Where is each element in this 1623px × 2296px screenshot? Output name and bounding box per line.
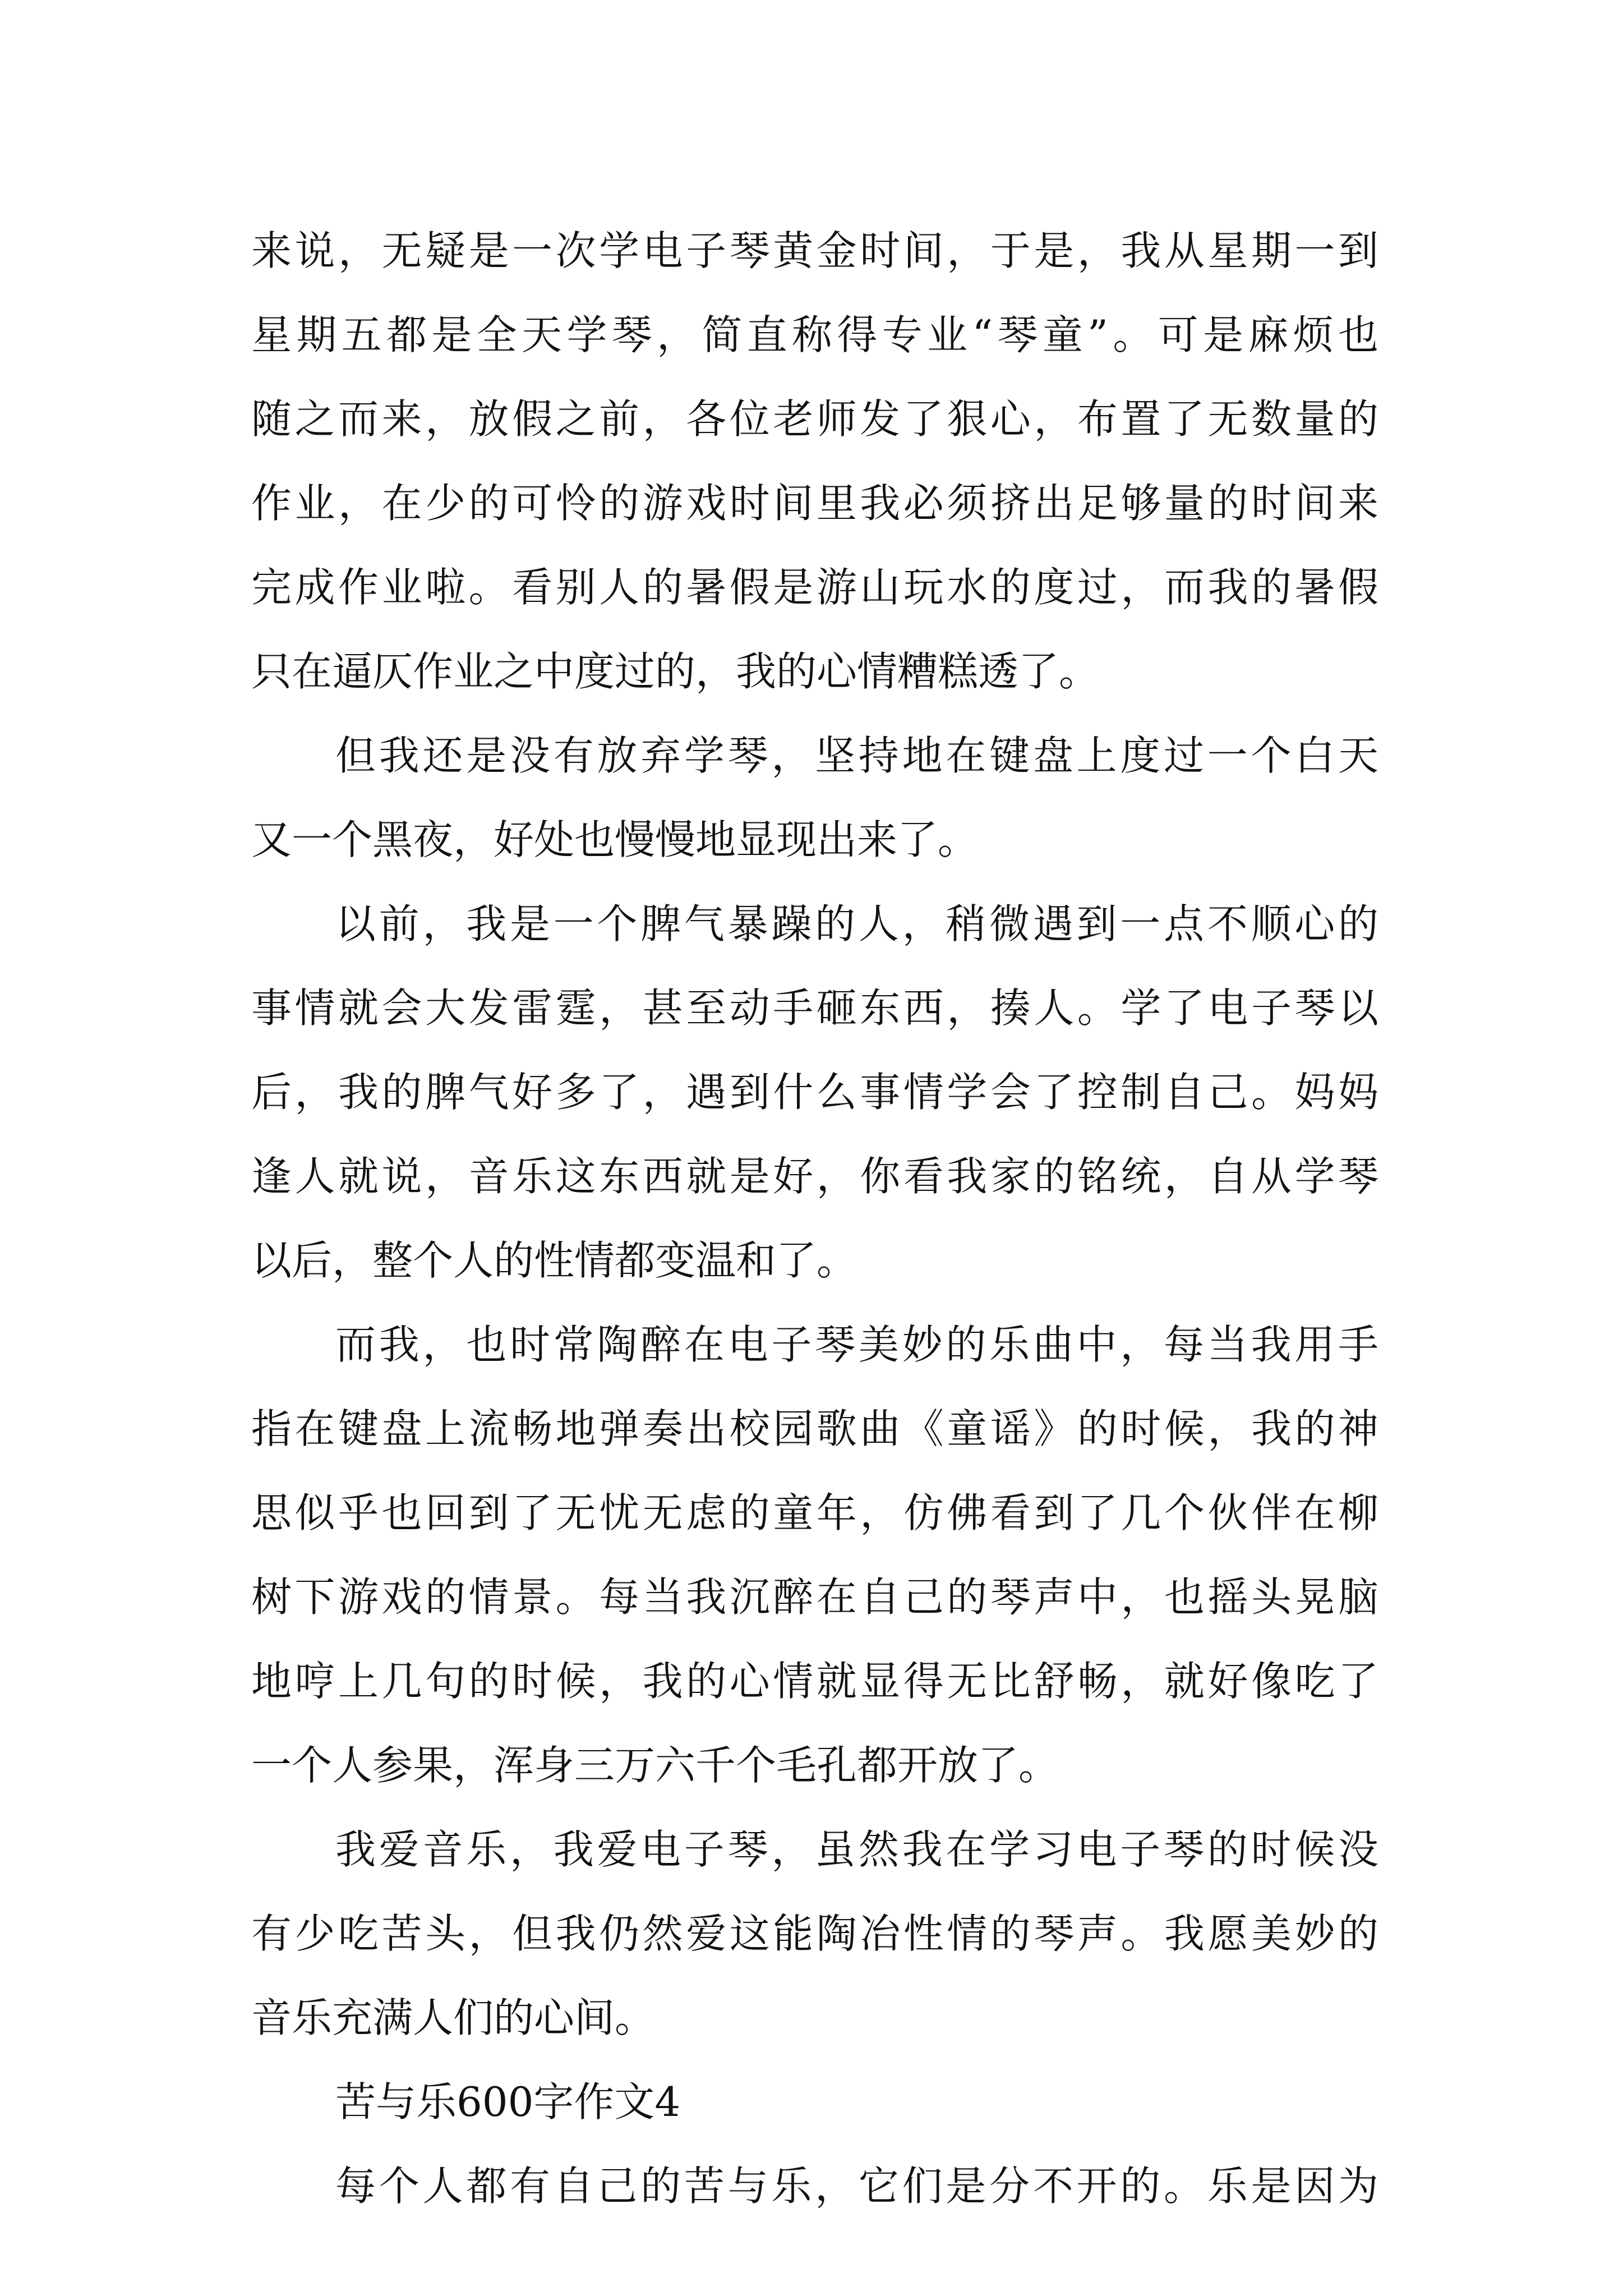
text-line: 以后，整个人的性情都变温和了。 — [251, 1237, 857, 1284]
text-line: 有少吃苦头，但我仍然爱这能陶冶性情的琴声。我愿美妙的 — [251, 1910, 1378, 1957]
text-line: 事情就会大发雷霆，甚至动手砸东西，揍人。学了电子琴以 — [251, 984, 1378, 1032]
text-line: 只在逼仄作业之中度过的，我的心情糟糕透了。 — [251, 648, 1100, 695]
text-line: 作业，在少的可怜的游戏时间里我必须挤出足够量的时间来 — [251, 480, 1378, 527]
text-line: 树下游戏的情景。每当我沉醉在自己的琴声中，也摇头晃脑 — [251, 1573, 1378, 1621]
paragraph-start-line: 我爱音乐，我爱电子琴，虽然我在学习电子琴的时候没 — [335, 1826, 1378, 1873]
text-line: 地哼上几句的时候，我的心情就显得无比舒畅，就好像吃了 — [251, 1658, 1378, 1705]
paragraph-start-line: 以前，我是一个脾气暴躁的人，稍微遇到一点不顺心的 — [335, 900, 1378, 947]
text-line: 音乐充满人们的心间。 — [251, 1994, 656, 2041]
paragraph-start-line: 每个人都有自己的苦与乐，它们是分不开的。乐是因为 — [335, 2162, 1378, 2210]
text-line: 逢人就说，音乐这东西就是好，你看我家的铭统，自从学琴 — [251, 1153, 1378, 1200]
paragraph-start-line: 但我还是没有放弃学琴，坚持地在键盘上度过一个白天 — [335, 732, 1378, 779]
section-heading: 苦与乐600字作文4 — [335, 2078, 681, 2125]
text-line: 又一个黑夜，好处也慢慢地显现出来了。 — [251, 816, 979, 863]
text-line: 星期五都是全天学琴，简直称得专业“琴童”。可是麻烦也 — [251, 311, 1378, 358]
text-line: 后，我的脾气好多了，遇到什么事情学会了控制自己。妈妈 — [251, 1069, 1378, 1116]
text-line: 指在键盘上流畅地弹奏出校园歌曲《童谣》的时候，我的神 — [251, 1405, 1378, 1452]
text-line: 完成作业啦。看别人的暑假是游山玩水的度过，而我的暑假 — [251, 564, 1378, 611]
text-line: 思似乎也回到了无忧无虑的童年，仿佛看到了几个伙伴在柳 — [251, 1489, 1378, 1536]
text-line: 来说，无疑是一次学电子琴黄金时间，于是，我从星期一到 — [251, 227, 1378, 274]
text-line: 随之而来，放假之前，各位老师发了狠心，布置了无数量的 — [251, 395, 1378, 443]
paragraph-start-line: 而我，也时常陶醉在电子琴美妙的乐曲中，每当我用手 — [335, 1321, 1378, 1368]
text-line: 一个人参果，浑身三万六千个毛孔都开放了。 — [251, 1742, 1059, 1789]
